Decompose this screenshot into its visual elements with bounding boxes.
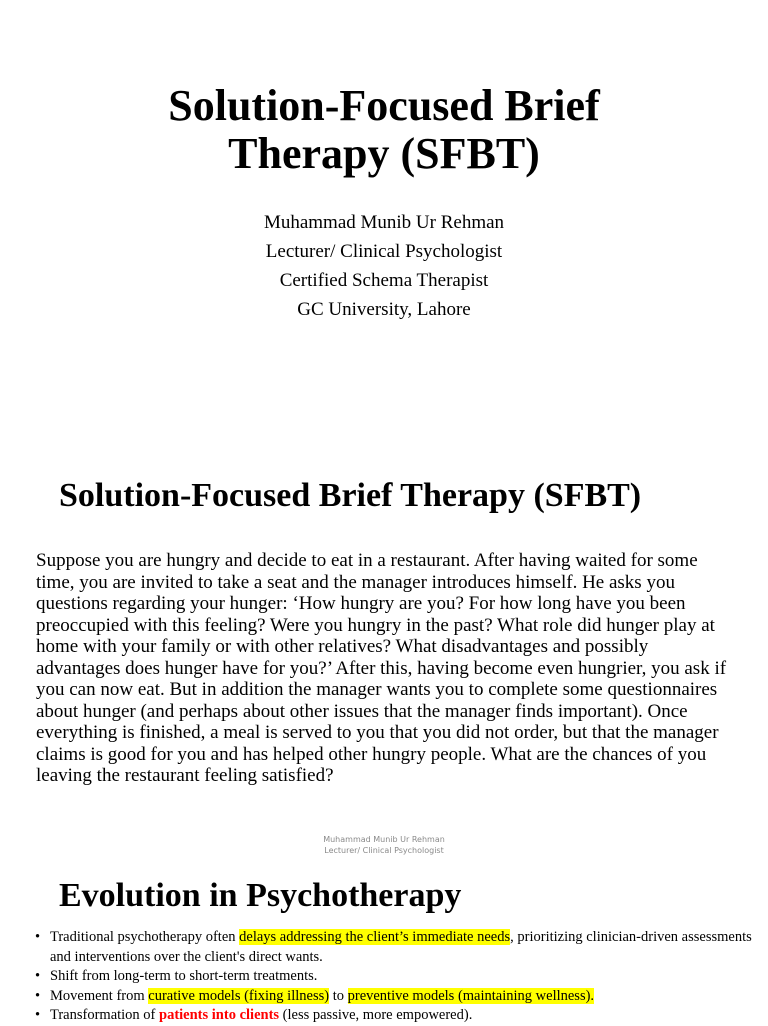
bullet-icon: • [35, 1007, 41, 1023]
slide-footer [0, 834, 768, 856]
bullet-icon: • [35, 929, 41, 945]
bullet-text: , prioritizing clinician-driven assessments and interventions over the client's direct wants. [50, 929, 752, 965]
emphasized-text: patients into clients [159, 1007, 280, 1023]
author-affiliation: GC University, Lahore [297, 299, 471, 320]
bullet-text: Shift from long-term to short-term treatments. [50, 968, 318, 984]
title-line-1: Solution-Focused Brief [168, 81, 600, 130]
bullet-item [35, 928, 755, 967]
title-line-2: Therapy (SFBT) [228, 129, 540, 178]
highlighted-text: preventive models (maintaining wellness). [347, 987, 595, 1004]
footer-author-name: Muhammad Munib Ur Rehman [323, 835, 445, 844]
analogy-slide [0, 420, 768, 860]
evolution-slide [0, 860, 768, 1024]
highlighted-text: delays addressing the client’s immediate needs [239, 929, 511, 945]
author-info [0, 208, 768, 324]
slide-title: Evolution in Psychotherapy [59, 877, 462, 914]
bullet-text: Transformation of [50, 1007, 160, 1023]
highlighted-text: curative models (fixing illness) [148, 987, 330, 1004]
bullet-list [35, 928, 755, 1026]
author-role: Lecturer/ Clinical Psychologist [265, 241, 503, 262]
slide-body-text: Suppose you are hungry and decide to eat in a restaurant. After having waited for some time, you are invited to take a seat and the manager introduces himself. He asks you questions regarding your hunger: ‘How hungry are you? For how long have you been preoccupied with this feeling? Were you hungry in the past? What role did hunger play at home with your family or with other relatives? What disadvantages and possibly advantages does hunger have for you?’ After this, having become even hungrier, you ask if you can now eat. But in addition the manager wants you to complete some questionnaires about hunger (and perhaps about other issues that the manager finds important). Once everything is finished, a meal is served to you that you did not order, but that the manager claims is good for you and has helped other hungry people. What are the chances of you leaving the restaurant feeling satisfied? [36, 550, 727, 786]
title-slide [0, 0, 768, 420]
author-name: Muhammad Munib Ur Rehman [263, 212, 505, 233]
bullet-item [35, 1006, 755, 1026]
bullet-text: to [329, 987, 348, 1004]
bullet-item [35, 967, 755, 987]
bullet-text: Movement from [50, 987, 149, 1004]
footer-author-role: Lecturer/ Clinical Psychologist [324, 846, 444, 855]
author-certification: Certified Schema Therapist [279, 270, 489, 291]
slide-title: Solution-Focused Brief Therapy (SFBT) [59, 477, 642, 514]
presentation-title [0, 82, 768, 178]
bullet-text: (less passive, more empowered). [279, 1007, 473, 1023]
bullet-text: Traditional psychotherapy often [50, 929, 240, 945]
bullet-icon: • [35, 987, 41, 1004]
bullet-icon: • [35, 968, 41, 984]
bullet-item [35, 987, 755, 1007]
